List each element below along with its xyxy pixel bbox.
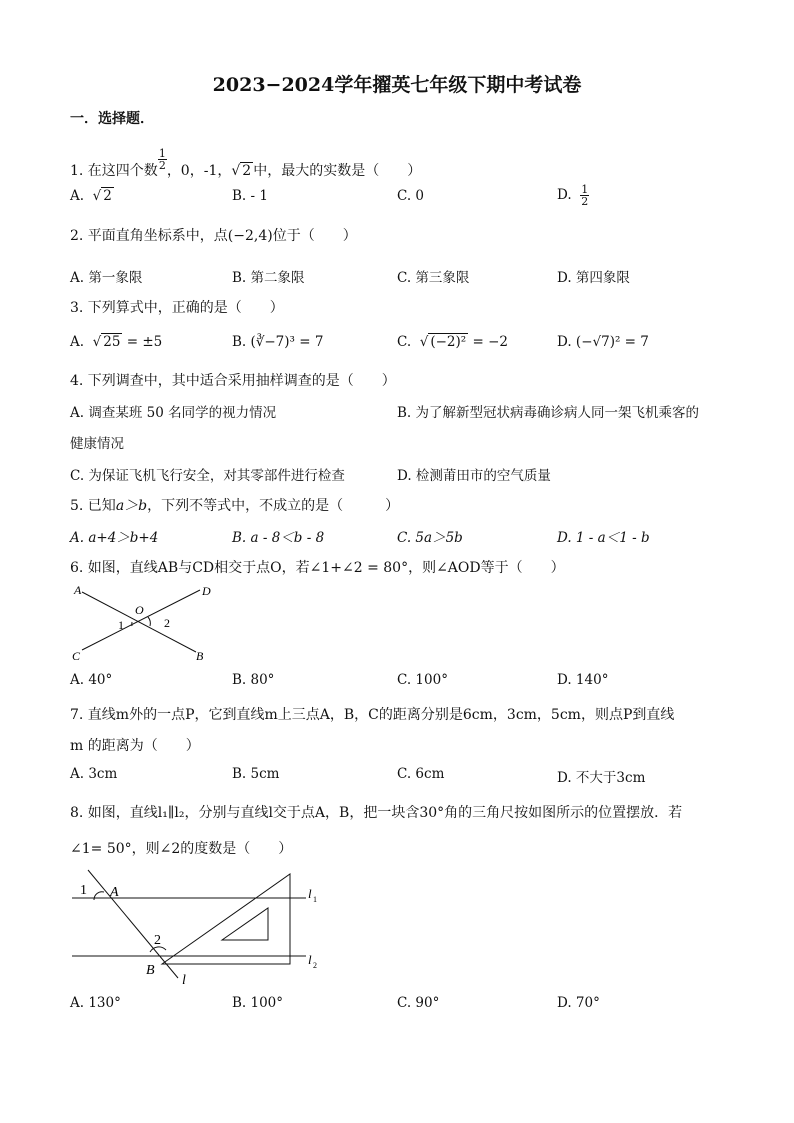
- q3-option-b: B. (∛−7)³ = 7: [232, 334, 324, 350]
- q6-option-b: B. 80°: [232, 672, 275, 688]
- q8-option-c: C. 90°: [397, 995, 440, 1011]
- q8-option-a: A. 130°: [70, 995, 121, 1011]
- section-heading: 一．选择题．: [70, 111, 154, 127]
- q7-option-a: A. 3cm: [70, 766, 118, 782]
- svg-text:l: l: [308, 952, 312, 967]
- svg-text:B: B: [196, 649, 204, 663]
- q4-option-b: B. 为了解新型冠状病毒确诊病人同一架飞机乘客的: [397, 405, 700, 421]
- q1-fraction: $\frac{1}{2}$: [158, 147, 166, 172]
- svg-text:1: 1: [313, 895, 317, 904]
- q1-option-d: D. $\frac{1}{2}$: [557, 183, 589, 208]
- q3-option-c: C. √ (−2)² = −2: [397, 334, 508, 350]
- q1-option-c: C. 0: [397, 188, 425, 204]
- q4-option-c: C. 为保证飞机飞行安全，对其零部件进行检查: [70, 468, 345, 484]
- question-5: 5. 已知a＞b，下列不等式中，不成立的是（ ）: [70, 498, 400, 514]
- q1-stem-pre: 1. 在这四个数: [70, 163, 158, 179]
- question-1: 1. 在这四个数 $\frac{1}{2}$ ，0，-1，√ 2 中，最大的实数是（ ）: [70, 147, 422, 179]
- q6-option-d: D. 140°: [557, 672, 609, 688]
- q1-stem-mid: ，0，-1，: [166, 163, 232, 179]
- q1-radicand: 2: [242, 163, 252, 179]
- q6-intersecting-lines-figure: [66, 582, 226, 666]
- q7-option-c: C. 6cm: [397, 766, 445, 782]
- question-4: 4. 下列调查中，其中适合采用抽样调查的是（ ）: [70, 373, 396, 389]
- q7-option-d: D. 不大于3cm: [557, 770, 646, 786]
- svg-text:2: 2: [154, 933, 161, 948]
- question-7: 7. 直线m外的一点P，它到直线m上三点A，B，C的距离分别是6cm，3cm，5cm，则点P到直线: [70, 707, 675, 723]
- q5-option-d: D. 1 - a＜1 - b: [557, 530, 650, 546]
- svg-text:2: 2: [164, 616, 170, 630]
- svg-text:B: B: [146, 963, 155, 978]
- svg-text:l: l: [308, 886, 312, 901]
- svg-text:D: D: [202, 584, 211, 598]
- question-2: 2. 平面直角坐标系中，点(−2,4)位于（ ）: [70, 228, 357, 244]
- q2-option-a: A. 第一象限: [70, 270, 143, 286]
- svg-text:A: A: [110, 885, 119, 900]
- q7-option-b: B. 5cm: [232, 766, 280, 782]
- q8-parallel-lines-triangle-figure: [66, 866, 336, 990]
- svg-text:1: 1: [118, 618, 124, 632]
- q3-option-a: A. √ 25 = ±5: [70, 334, 163, 350]
- q4-option-a: A. 调查某班 50 名同学的视力情况: [70, 405, 277, 421]
- svg-text:l: l: [182, 973, 186, 988]
- q6-option-a: A. 40°: [70, 672, 113, 688]
- question-6: 6. 如图，直线AB与CD相交于点O，若∠1+∠2 = 80°，则∠AOD等于（ ）: [70, 560, 565, 576]
- q5-option-a: A. a+4＞b+4: [70, 530, 159, 546]
- q2-option-b: B. 第二象限: [232, 270, 305, 286]
- q8-option-b: B. 100°: [232, 995, 284, 1011]
- question-8-cont: ∠1= 50°，则∠2的度数是（ ）: [70, 841, 293, 857]
- svg-text:O: O: [135, 603, 144, 617]
- question-8: 8. 如图，直线l₁∥l₂，分别与直线l交于点A，B，把一块含30°角的三角尺按如图所示的位置摆放．若: [70, 805, 683, 821]
- svg-text:A: A: [74, 583, 82, 597]
- q4-option-d: D. 检测莆田市的空气质量: [397, 468, 551, 484]
- q5-option-c: C. 5a＞5b: [397, 530, 463, 546]
- svg-text:1: 1: [80, 883, 87, 898]
- q1-stem-post: 中，最大的实数是（ ）: [253, 163, 422, 179]
- svg-text:2: 2: [313, 961, 317, 970]
- question-3: 3. 下列算式中，正确的是（ ）: [70, 300, 284, 316]
- q3-option-d: D. (−√7)² = 7: [557, 334, 649, 350]
- q2-option-c: C. 第三象限: [397, 270, 470, 286]
- page-title: 2023−2024学年擢英七年级下期中考试卷: [212, 74, 582, 96]
- q5-option-b: B. a - 8＜b - 8: [232, 530, 325, 546]
- q8-option-d: D. 70°: [557, 995, 600, 1011]
- q4-option-b-cont: 健康情况: [70, 436, 124, 452]
- q2-option-d: D. 第四象限: [557, 270, 630, 286]
- q1-option-a: A. √ 2: [70, 188, 112, 204]
- question-7-cont: m 的距离为（ ）: [70, 738, 200, 754]
- q6-option-c: C. 100°: [397, 672, 448, 688]
- svg-text:C: C: [72, 649, 81, 663]
- q1-option-b: B. - 1: [232, 188, 268, 204]
